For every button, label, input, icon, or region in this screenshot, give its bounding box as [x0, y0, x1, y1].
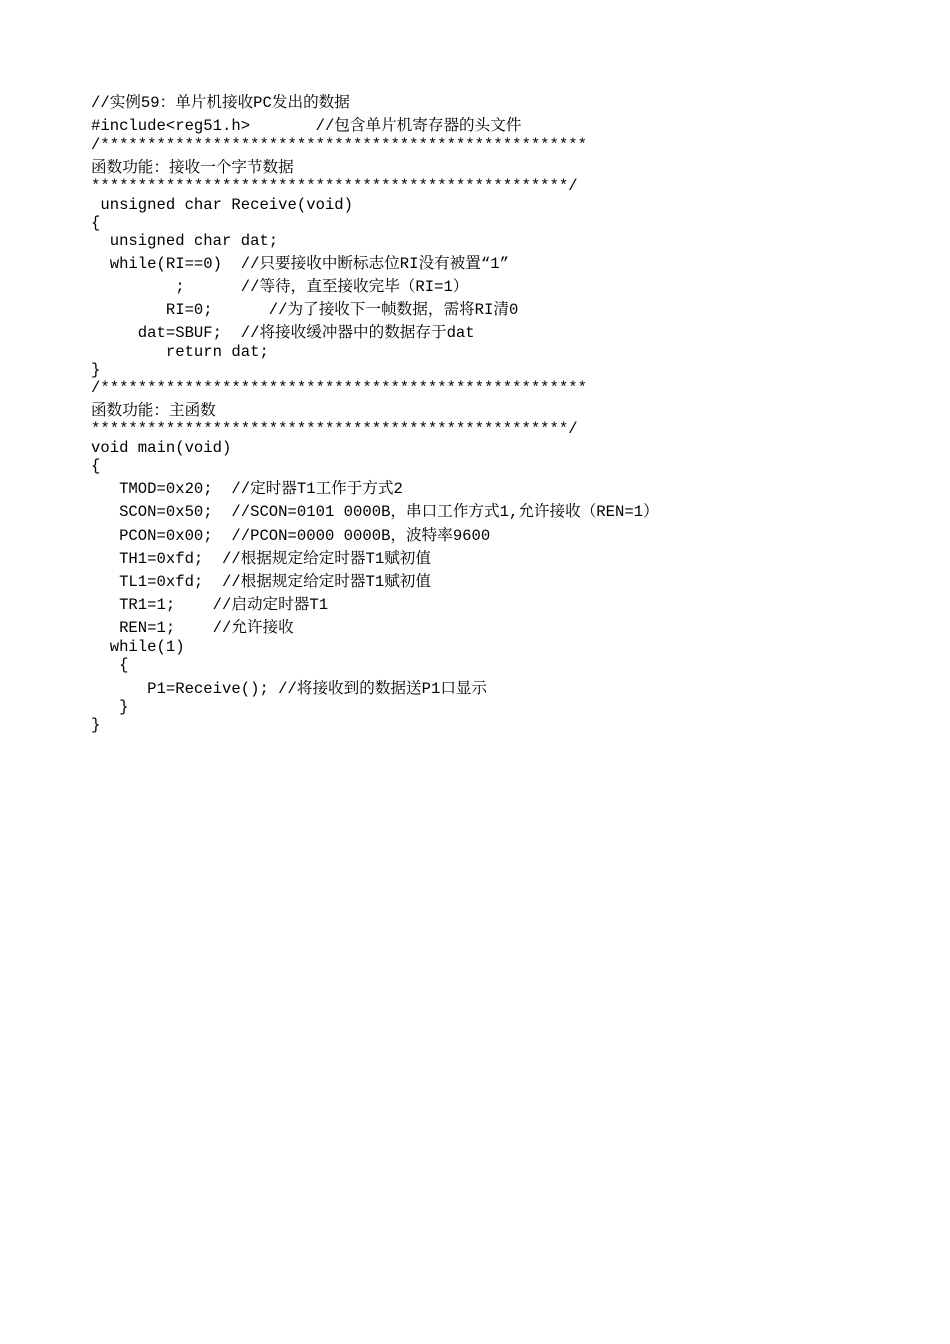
code-line: return dat;	[91, 343, 269, 361]
code-line: TMOD=0x20; //定时器T1工作于方式2	[91, 480, 403, 498]
code-line: TH1=0xfd; //根据规定给定时器T1赋初值	[91, 550, 431, 568]
code-line: {	[91, 656, 129, 674]
code-line: TL1=0xfd; //根据规定给定时器T1赋初值	[91, 573, 431, 591]
code-line: SCON=0x50; //SCON=0101 0000B，串口工作方式1,允许接收（REN=1）	[91, 503, 659, 521]
code-line: ; //等待，直至接收完毕（RI=1）	[91, 278, 469, 296]
code-line: ***************************************************/	[91, 420, 578, 438]
code-line: dat=SBUF; //将接收缓冲器中的数据存于dat	[91, 324, 475, 342]
code-line: P1=Receive(); //将接收到的数据送P1口显示	[91, 680, 488, 698]
code-line: TR1=1; //启动定时器T1	[91, 596, 329, 614]
code-line: unsigned char dat;	[91, 232, 279, 250]
code-line: #include<reg51.h> //包含单片机寄存器的头文件	[91, 117, 522, 135]
code-line: }	[91, 716, 101, 734]
code-line: 函数功能：接收一个字节数据	[91, 159, 294, 177]
code-line: /****************************************************	[91, 136, 587, 154]
code-line: }	[91, 361, 101, 379]
code-line: REN=1; //允许接收	[91, 619, 294, 637]
code-line: while(RI==0) //只要接收中断标志位RI没有被置“1”	[91, 255, 509, 273]
code-line: void main(void)	[91, 439, 232, 457]
code-line: ***************************************************/	[91, 177, 578, 195]
code-line: /****************************************************	[91, 379, 587, 397]
code-line: while(1)	[91, 638, 185, 656]
code-line: PCON=0x00; //PCON=0000 0000B，波特率9600	[91, 527, 491, 545]
code-line: unsigned char Receive(void)	[91, 196, 354, 214]
code-line: //实例59：单片机接收PC发出的数据	[91, 94, 350, 112]
code-line: 函数功能：主函数	[91, 402, 216, 420]
code-line: {	[91, 457, 101, 475]
code-line: RI=0; //为了接收下一帧数据，需将RI清0	[91, 301, 519, 319]
code-line: }	[91, 698, 129, 716]
code-line: {	[91, 214, 101, 232]
